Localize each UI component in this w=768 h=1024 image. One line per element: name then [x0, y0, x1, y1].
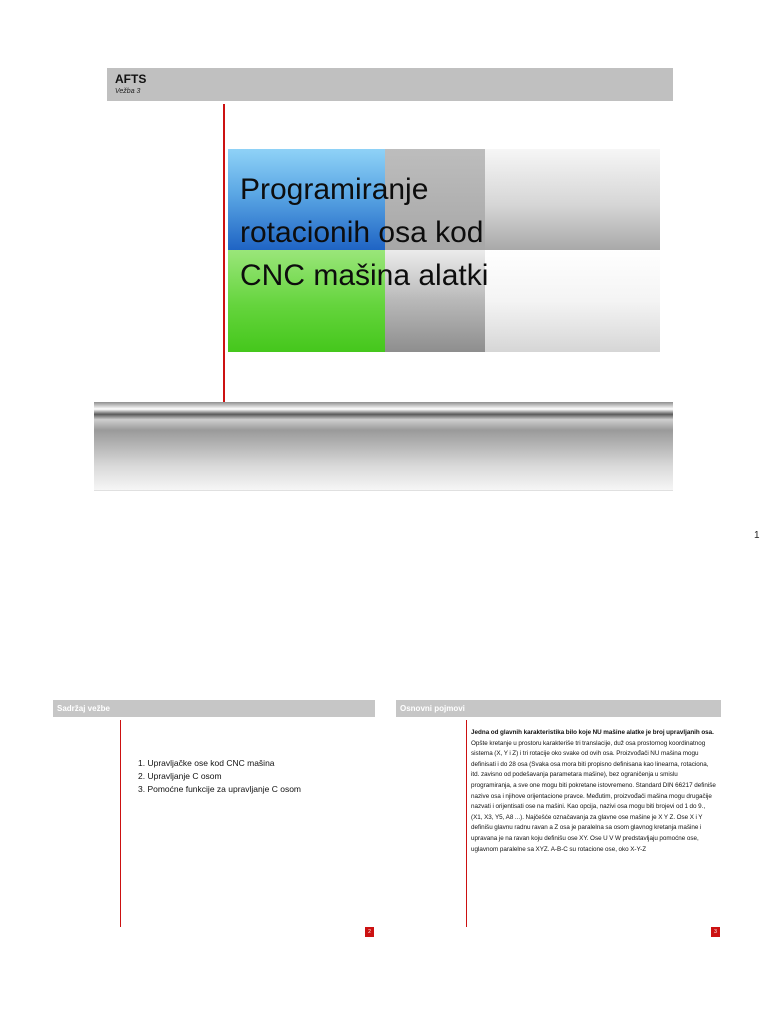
slide2-contents-list: [138, 757, 301, 796]
slide1-title-line-1: Programiranje: [240, 173, 429, 206]
slide3-body-text: [471, 728, 717, 855]
slide1-title: [240, 168, 660, 297]
slide1-red-divider: [223, 104, 225, 402]
slide1-brand: AFTS: [115, 72, 147, 86]
slide3-body-rest: Opšte kretanje u prostoru karakteriše tri translacije, duž osa prostornog koordinatnog sistema (X, Y i Z) i tri rotacije oko svake od ovih osa. Proizvođači NU mašina mogu definisati i do 28 osa (Svaka osa mora biti propisno definisana kao linearna, rotaciona, itd. zavisno od podešavanja parametara mašine), bez ograničenja u smislu programiranja, a sve one mogu biti pokretane istovremeno. Standard DIN 66217 definiše nazive osa i njihove orijentacione pravce. Međutim, proizvođači mašina mogu drugačije nazvati i orijentisati ose na mašini. Kao opcija, nazivi osa mogu biti brojevi od 1 do 9., (X1, X3, Y5, A8 ...). Najčešće označavanja za glavne ose mašine je X Y Z. Ose X i Y definišu glavnu radnu ravan a Z osa je paralelna sa osom glavnog kretanja mašine i upravana je na ravan koju definišu ose XY. Ose U V W predstavljaju pomoćne ose, uglavnom paralelne sa XYZ. A-B-C su rotacione ose, oko X-Y-Z: [471, 739, 716, 853]
list-item: 3. Pomoćne funkcije za upravljanje C osom: [138, 784, 301, 794]
slide2-page-number: 2: [365, 927, 374, 937]
list-item: 2. Upravljanje C osom: [138, 771, 222, 781]
slide1-header-bar: [107, 68, 673, 101]
slide3-page-number: 3: [711, 927, 720, 937]
slide2-header: Sadržaj vežbe: [53, 700, 375, 717]
slide1-footer-band: [94, 402, 673, 491]
list-item: 1. Upravljačke ose kod CNC mašina: [138, 758, 275, 768]
slide3-body-lead: Jedna od glavnih karakteristika bilo koje NU mašine alatke je broj upravljanih osa.: [471, 729, 714, 736]
slide2-red-divider: [120, 720, 121, 927]
slide1-title-line-2: rotacionih osa kod: [240, 216, 484, 249]
slide3-header: Osnovni pojmovi: [396, 700, 721, 717]
page-number: 1: [754, 530, 760, 541]
slide1-subtitle: Vežba 3: [115, 88, 141, 95]
slide1-title-line-3: CNC mašina alatki: [240, 259, 489, 292]
slide3-red-divider: [466, 720, 467, 927]
